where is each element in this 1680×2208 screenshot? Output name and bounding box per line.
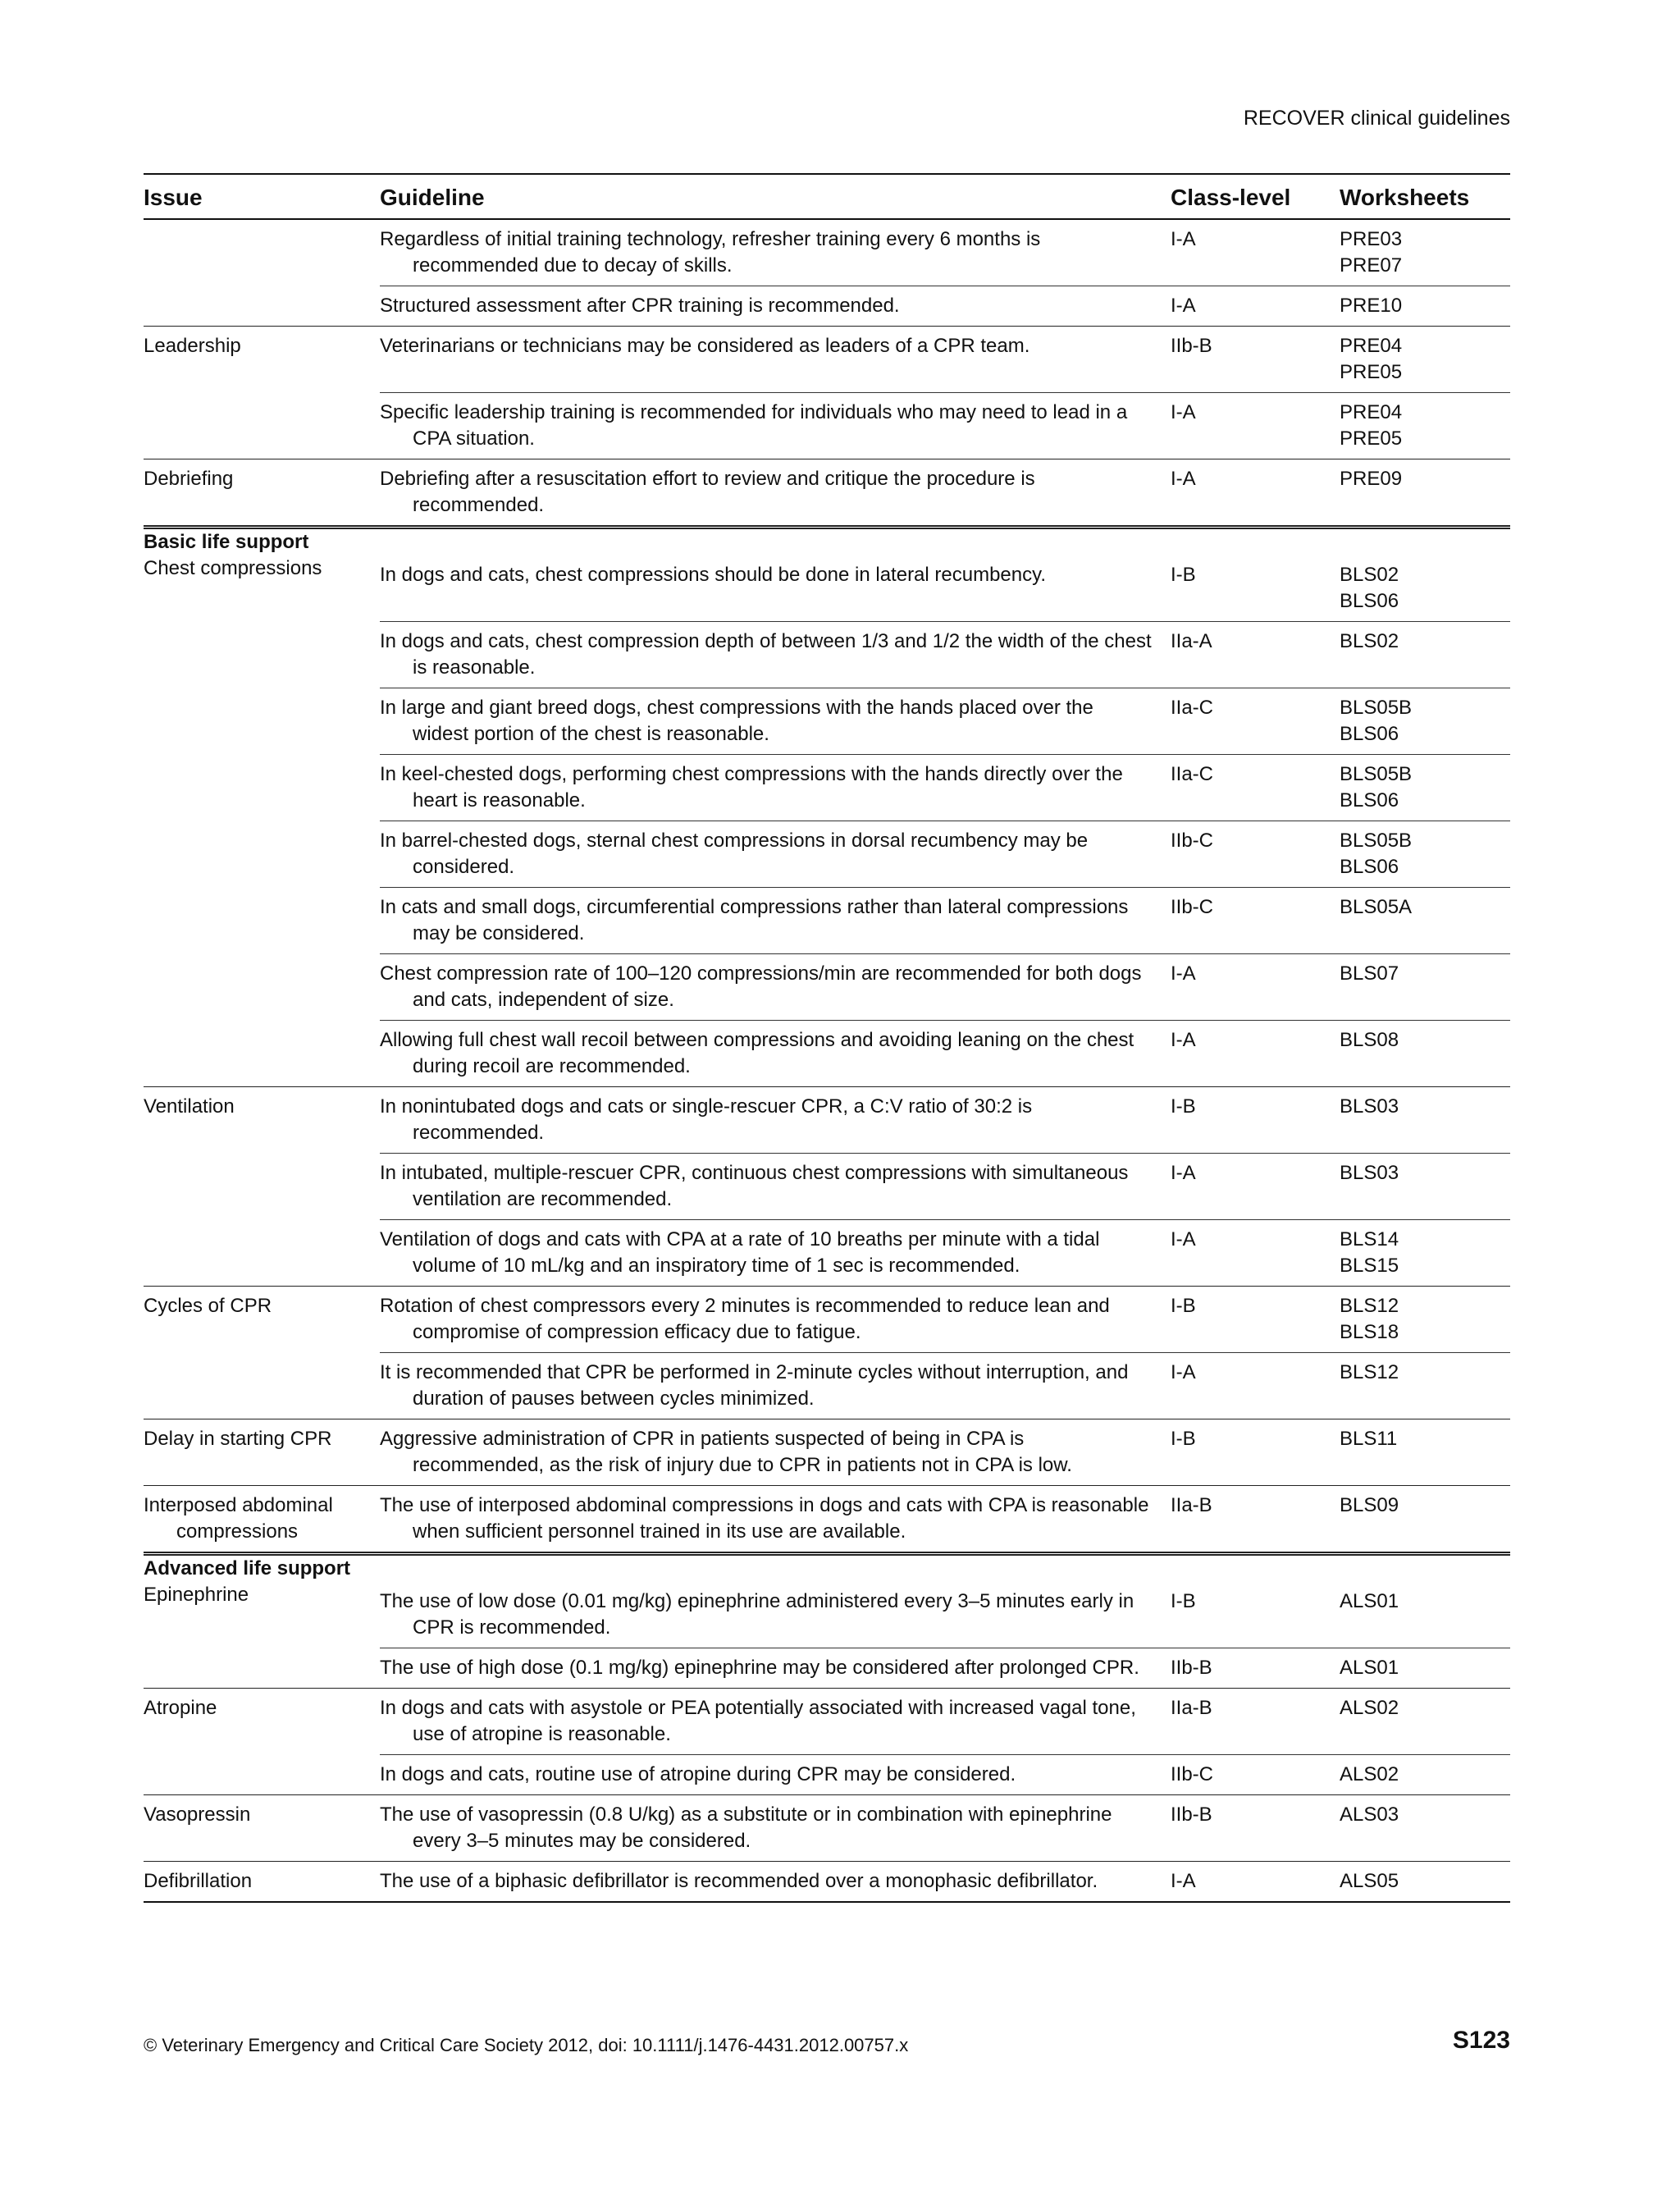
class-level-cell: IIb-C (1171, 1763, 1214, 1785)
issue-label: Atropine (144, 1697, 217, 1719)
worksheet-code: PRE10 (1340, 295, 1403, 317)
issue-cell (144, 1556, 380, 1688)
guideline-cell (380, 1868, 1171, 1895)
guideline-cell (380, 761, 1171, 814)
worksheets-cell (1340, 400, 1510, 452)
guideline-cell (380, 562, 1171, 615)
worksheets-cell (1340, 629, 1510, 681)
table-row (380, 1862, 1510, 1901)
issue-label: Vasopressin (144, 1803, 251, 1826)
guideline-text: The use of high dose (0.1 mg/kg) epinephrine may be considered after prolonged CPR. (380, 1657, 1139, 1679)
class-level-cell: I-A (1171, 1870, 1196, 1892)
issue-label: Ventilation (144, 1095, 235, 1118)
worksheets-cell (1340, 226, 1510, 279)
guideline-rows (380, 220, 1510, 326)
worksheet-code: PRE04 (1340, 335, 1403, 357)
guideline-cell (380, 1160, 1171, 1213)
header-worksheets: Worksheets (1340, 184, 1470, 210)
worksheet-code: PRE05 (1340, 427, 1403, 450)
class-level-cell: IIb-B (1171, 1803, 1212, 1826)
guideline-cell (380, 1426, 1171, 1479)
running-head: RECOVER clinical guidelines (1243, 107, 1510, 130)
table-row (380, 1220, 1510, 1286)
guideline-text: In nonintubated dogs and cats or single-rescuer CPR, a C:V ratio of 30:2 is recommended. (380, 1095, 1033, 1144)
issue-group (144, 529, 1510, 1087)
worksheets-cell (1340, 1227, 1510, 1279)
guideline-cell (380, 1360, 1171, 1412)
worksheet-code: BLS09 (1340, 1494, 1399, 1516)
worksheet-code: BLS03 (1340, 1162, 1399, 1184)
worksheet-code: BLS05B (1340, 763, 1413, 785)
guideline-text: In dogs and cats, routine use of atropine during CPR may be considered. (380, 1763, 1016, 1785)
worksheet-code: BLS06 (1340, 723, 1399, 745)
guideline-text: The use of vasopressin (0.8 U/kg) as a substitute or in combination with epinephrine every 3–5 minutes may be considered. (380, 1803, 1112, 1852)
guideline-rows (380, 1486, 1510, 1552)
table-row (380, 622, 1510, 688)
issue-cell (144, 1419, 380, 1485)
worksheet-code: ALS02 (1340, 1763, 1399, 1785)
guideline-text: Specific leadership training is recommended for individuals who may need to lead in a CPA situation. (380, 401, 1128, 450)
table-row (380, 954, 1510, 1021)
worksheet-code: PRE04 (1340, 401, 1403, 423)
worksheets-cell (1340, 1360, 1510, 1412)
worksheets-cell (1340, 1655, 1510, 1681)
issue-cell (144, 1486, 380, 1552)
class-level-cell: I-A (1171, 1162, 1196, 1184)
guideline-cell (380, 1227, 1171, 1279)
issue-group (144, 1795, 1510, 1862)
worksheets-cell (1340, 1802, 1510, 1854)
issue-cell (144, 327, 380, 459)
class-level-cell: I-B (1171, 1095, 1196, 1118)
class-level-cell: IIa-B (1171, 1697, 1212, 1719)
issue-cell (144, 1087, 380, 1286)
guideline-cell (380, 629, 1171, 681)
table-row (380, 1287, 1510, 1353)
worksheets-cell (1340, 562, 1510, 615)
table-row (380, 459, 1510, 525)
issue-group (144, 1087, 1510, 1287)
issue-label: Debriefing (144, 468, 234, 490)
class-level-cell: IIb-B (1171, 335, 1212, 357)
guideline-cell (380, 1293, 1171, 1346)
table-row (380, 1689, 1510, 1755)
class-level-cell: I-A (1171, 1361, 1196, 1383)
guideline-rows (380, 327, 1510, 459)
issue-cell (144, 459, 380, 525)
worksheet-code: BLS12 (1340, 1295, 1399, 1317)
worksheet-code: ALS02 (1340, 1697, 1399, 1719)
guideline-rows (380, 1287, 1510, 1419)
worksheet-code: BLS08 (1340, 1029, 1399, 1051)
issue-label: Defibrillation (144, 1870, 253, 1892)
table-row (380, 1486, 1510, 1552)
worksheet-code: PRE03 (1340, 228, 1403, 250)
worksheet-code: PRE09 (1340, 468, 1403, 490)
issue-group (144, 1862, 1510, 1903)
guideline-cell (380, 1802, 1171, 1854)
guideline-cell (380, 1493, 1171, 1545)
worksheets-cell (1340, 333, 1510, 386)
worksheet-code: BLS11 (1340, 1428, 1398, 1450)
table-row (380, 1419, 1510, 1485)
class-level-cell: I-A (1171, 1228, 1196, 1250)
issue-label: Delay in starting CPR (144, 1428, 332, 1450)
table-row (380, 888, 1510, 954)
issue-cell (144, 1862, 380, 1901)
class-level-cell: IIa-B (1171, 1494, 1212, 1516)
table-row (380, 1353, 1510, 1419)
class-level-cell: I-A (1171, 228, 1196, 250)
guideline-rows (380, 1862, 1510, 1901)
worksheet-code: BLS15 (1340, 1255, 1399, 1277)
table-row (380, 1648, 1510, 1688)
guideline-text: Rotation of chest compressors every 2 minutes is recommended to reduce lean and compromise of compression efficacy due to fatigue. (380, 1295, 1110, 1343)
worksheets-cell (1340, 1094, 1510, 1146)
class-level-cell: I-B (1171, 1428, 1196, 1450)
class-level-cell: I-B (1171, 1590, 1196, 1612)
worksheets-cell (1340, 1695, 1510, 1748)
class-level-cell: I-B (1171, 564, 1196, 586)
worksheets-cell (1340, 828, 1510, 880)
guideline-text: In intubated, multiple-rescuer CPR, continuous chest compressions with simultaneous ventilation are recommended. (380, 1162, 1129, 1210)
page-number: S123 (1452, 2027, 1510, 2054)
guideline-rows (380, 529, 1510, 1086)
guideline-text: In keel-chested dogs, performing chest compressions with the hands directly over the heart is reasonable. (380, 763, 1123, 811)
worksheet-code: ALS03 (1340, 1803, 1399, 1826)
table-row (380, 1021, 1510, 1086)
guideline-rows (380, 1087, 1510, 1286)
guideline-text: Ventilation of dogs and cats with CPA at a rate of 10 breaths per minute with a tidal volume of 10 mL/kg and an inspiratory time of 1 sec is recommended. (380, 1228, 1100, 1277)
guideline-text: Regardless of initial training technology, refresher training every 6 months is recommended due to decay of skills. (380, 228, 1041, 277)
table-row (380, 1087, 1510, 1154)
issue-group (144, 1556, 1510, 1689)
guideline-cell (380, 400, 1171, 452)
worksheets-cell (1340, 761, 1510, 814)
issue-label: Chest compressions (144, 557, 322, 579)
header-issue: Issue (144, 184, 203, 210)
worksheets-cell (1340, 1293, 1510, 1346)
worksheet-code: BLS18 (1340, 1321, 1399, 1343)
worksheets-cell (1340, 1493, 1510, 1545)
class-level-cell: IIb-C (1171, 896, 1214, 918)
worksheets-cell (1340, 466, 1510, 519)
section-heading: Basic life support (144, 531, 309, 553)
class-level-cell: I-A (1171, 295, 1196, 317)
worksheet-code: BLS06 (1340, 789, 1399, 811)
worksheets-cell (1340, 894, 1510, 947)
worksheet-code: PRE07 (1340, 254, 1403, 277)
guideline-cell (380, 1655, 1171, 1681)
guideline-cell (380, 333, 1171, 386)
issue-group (144, 1419, 1510, 1486)
guideline-text: Aggressive administration of CPR in patients suspected of being in CPA is recommended, as the risk of injury due to CPR in patients not in CPA is low. (380, 1428, 1072, 1476)
worksheets-cell (1340, 1160, 1510, 1213)
worksheet-code: BLS02 (1340, 564, 1399, 586)
guideline-cell (380, 466, 1171, 519)
class-level-cell: I-A (1171, 1029, 1196, 1051)
guideline-cell (380, 961, 1171, 1013)
table-header (144, 175, 1510, 220)
worksheet-code: BLS02 (1340, 630, 1399, 652)
class-level-cell: I-A (1171, 962, 1196, 985)
header-class-level: Class-level (1171, 184, 1291, 210)
guideline-cell (380, 1589, 1171, 1641)
guideline-rows (380, 459, 1510, 525)
worksheets-cell (1340, 1868, 1510, 1895)
guideline-cell (380, 1094, 1171, 1146)
issue-cell (144, 1795, 380, 1861)
guideline-text: In dogs and cats, chest compression depth of between 1/3 and 1/2 the width of the chest is reasonable. (380, 630, 1152, 679)
table-row (380, 529, 1510, 622)
table-row (380, 220, 1510, 286)
class-level-cell: IIb-C (1171, 830, 1214, 852)
guideline-rows (380, 1795, 1510, 1861)
class-level-cell: IIa-C (1171, 763, 1214, 785)
guideline-text: In large and giant breed dogs, chest compressions with the hands placed over the widest portion of the chest is reasonable. (380, 697, 1093, 745)
issue-label: Interposed abdominal compressions (144, 1494, 333, 1543)
worksheet-code: BLS06 (1340, 856, 1399, 878)
guideline-cell (380, 1695, 1171, 1748)
guideline-text: The use of a biphasic defibrillator is recommended over a monophasic defibrillator. (380, 1870, 1098, 1892)
worksheet-code: ALS01 (1340, 1590, 1399, 1612)
class-level-cell: IIb-B (1171, 1657, 1212, 1679)
issue-group (144, 1287, 1510, 1419)
worksheet-code: BLS06 (1340, 590, 1399, 612)
guidelines-table (144, 173, 1510, 1903)
worksheet-code: BLS07 (1340, 962, 1399, 985)
guideline-text: In barrel-chested dogs, sternal chest compressions in dorsal recumbency may be considered. (380, 830, 1089, 878)
guideline-cell (380, 1027, 1171, 1080)
guideline-cell (380, 226, 1171, 279)
worksheets-cell (1340, 695, 1510, 747)
guideline-text: The use of interposed abdominal compressions in dogs and cats with CPA is reasonable when sufficient personnel trained in its use are available. (380, 1494, 1149, 1543)
issue-label: Cycles of CPR (144, 1295, 272, 1317)
worksheet-code: BLS05B (1340, 830, 1413, 852)
class-level-cell: I-B (1171, 1295, 1196, 1317)
guideline-text: In cats and small dogs, circumferential compressions rather than lateral compressions may be considered. (380, 896, 1129, 944)
issue-label: Leadership (144, 335, 241, 357)
guideline-text: The use of low dose (0.01 mg/kg) epinephrine administered every 3–5 minutes early in CPR is recommended. (380, 1590, 1134, 1639)
class-level-cell: I-A (1171, 468, 1196, 490)
table-body (144, 220, 1510, 1903)
table-row (380, 1795, 1510, 1861)
guideline-cell (380, 695, 1171, 747)
issue-group (144, 1689, 1510, 1795)
worksheet-code: BLS14 (1340, 1228, 1399, 1250)
issue-label: Epinephrine (144, 1584, 249, 1606)
table-row (380, 327, 1510, 393)
worksheets-cell (1340, 1027, 1510, 1080)
guideline-cell (380, 894, 1171, 947)
table-row (380, 393, 1510, 459)
worksheet-code: BLS05A (1340, 896, 1413, 918)
guideline-text: Structured assessment after CPR training is recommended. (380, 295, 900, 317)
header-guideline: Guideline (380, 184, 485, 210)
issue-cell (144, 1689, 380, 1794)
guideline-text: In dogs and cats, chest compressions should be done in lateral recumbency. (380, 564, 1047, 586)
worksheet-code: PRE05 (1340, 361, 1403, 383)
worksheets-cell (1340, 961, 1510, 1013)
footer-copyright: © Veterinary Emergency and Critical Care Society 2012, doi: 10.1111/j.1476-4431.2012.00757.x (144, 2035, 909, 2055)
worksheet-code: ALS05 (1340, 1870, 1399, 1892)
table-row (380, 1755, 1510, 1794)
worksheet-code: BLS05B (1340, 697, 1413, 719)
worksheets-cell (1340, 1426, 1510, 1479)
issue-group (144, 1486, 1510, 1556)
guideline-rows (380, 1689, 1510, 1794)
issue-cell (144, 1287, 380, 1419)
issue-group (144, 327, 1510, 459)
section-heading: Advanced life support (144, 1557, 351, 1579)
guideline-cell (380, 293, 1171, 319)
issue-group (144, 459, 1510, 529)
issue-cell (144, 220, 380, 326)
guideline-text: In dogs and cats with asystole or PEA potentially associated with increased vagal tone, use of atropine is reasonable. (380, 1697, 1136, 1745)
guideline-rows (380, 1556, 1510, 1688)
class-level-cell: IIa-C (1171, 697, 1214, 719)
guideline-cell (380, 1762, 1171, 1788)
guideline-rows (380, 1419, 1510, 1485)
worksheets-cell (1340, 1762, 1510, 1788)
worksheets-cell (1340, 1589, 1510, 1641)
table-row (380, 821, 1510, 888)
table-row (380, 286, 1510, 326)
guideline-cell (380, 828, 1171, 880)
table-row (380, 1154, 1510, 1220)
issue-group (144, 220, 1510, 327)
class-level-cell: IIa-A (1171, 630, 1212, 652)
table-row (380, 1556, 1510, 1648)
worksheet-code: BLS03 (1340, 1095, 1399, 1118)
guideline-text: Allowing full chest wall recoil between compressions and avoiding leaning on the chest during recoil are recommended. (380, 1029, 1134, 1077)
guideline-text: Veterinarians or technicians may be considered as leaders of a CPR team. (380, 335, 1030, 357)
worksheet-code: ALS01 (1340, 1657, 1399, 1679)
guideline-text: Debriefing after a resuscitation effort to review and critique the procedure is recommended. (380, 468, 1035, 516)
issue-cell (144, 529, 380, 1086)
worksheet-code: BLS12 (1340, 1361, 1399, 1383)
guideline-text: It is recommended that CPR be performed in 2-minute cycles without interruption, and duration of pauses between cycles minimized. (380, 1361, 1129, 1410)
worksheets-cell (1340, 293, 1510, 319)
table-row (380, 755, 1510, 821)
table-row (380, 688, 1510, 755)
class-level-cell: I-A (1171, 401, 1196, 423)
guideline-text: Chest compression rate of 100–120 compressions/min are recommended for both dogs and cats, independent of size. (380, 962, 1142, 1011)
